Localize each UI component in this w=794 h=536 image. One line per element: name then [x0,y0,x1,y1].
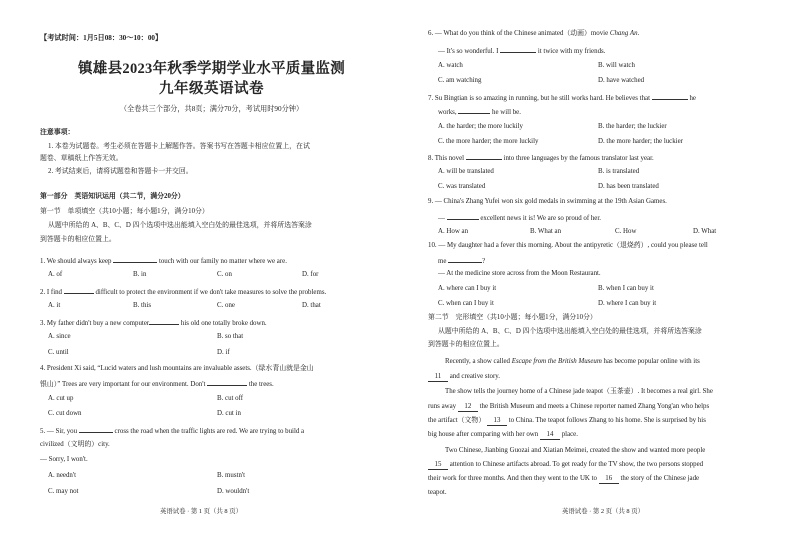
blank-11[interactable]: 11 [428,373,448,382]
q10-option-b[interactable]: B. when I can buy it [598,285,654,292]
q6-option-d[interactable]: D. have watched [598,77,645,84]
q7-option-b[interactable]: B. the harder; the luckier [598,123,667,130]
q9-option-c[interactable]: C. How [615,228,637,235]
q5-option-c[interactable]: C. may not [48,488,79,495]
page-footer-1: 英语试卷 · 第 1 页（共 8 页） [160,508,243,515]
exam-page-2 [397,0,794,536]
q2-option-b[interactable]: B. this [133,302,151,309]
q7-option-d[interactable]: D. the more harder; the luckier [598,138,683,145]
q8-option-d[interactable]: D. has been translated [598,183,659,190]
section2-instruction-b: 到答题卡的相应位置上。 [428,341,504,348]
passage-p1-line1: Recently, a show called Escape from the British Museum has become popular online with its [445,358,700,365]
question-2: 2. I find difficult to protect the environment if we don't take measures to solve the problems. [40,289,327,296]
question-10-reply: — At the medicine store across from the Moon Restaurant. [438,270,601,277]
q1-option-c[interactable]: C. on [217,271,232,278]
question-3: 3. My father didn't buy a new computer his old one totally broke down. [40,320,267,327]
q9-option-d[interactable]: D. What [693,228,717,235]
q5-option-a[interactable]: A. needn't [48,472,77,479]
notes-heading: 注意事项： [40,129,75,136]
q3-option-c[interactable]: C. until [48,349,69,356]
q2-option-d[interactable]: D. that [302,302,321,309]
question-10-line2: me ? [438,258,486,265]
question-1: 1. We should always keep touch with our family no matter where we are. [40,258,287,265]
part1-heading: 第一部分 英语知识运用（共二节，满分20分） [40,193,185,200]
page-footer-2: 英语试卷 · 第 2 页（共 8 页） [562,508,645,515]
question-4-line2: 银山）” Trees are very important for our environment. Don't the trees. [40,381,274,388]
section2-heading: 第二节 完形填空（共10小题；每小题1分，满分10分） [428,314,597,321]
blank-15[interactable]: 15 [428,461,448,470]
q8-option-a[interactable]: A. will be translated [438,168,494,175]
q4-option-d[interactable]: D. cut in [217,410,241,417]
passage-p2-line3: the artifact（文物） 13 to China. The teapot follows Zhang to his home. She is surprised by his [428,417,706,424]
passage-p3-line2: 15 attention to Chinese artifacts abroad. To get ready for the TV show, the two persons stopped [428,461,703,470]
q10-option-d[interactable]: D. where I can buy it [598,300,657,307]
q8-option-b[interactable]: B. is translated [598,168,640,175]
question-4-line1: 4. President Xi said, “Lucid waters and lush mountains are invaluable assets.（绿水青山就是金山 [40,365,314,372]
q10-option-c[interactable]: C. when can I buy it [438,300,494,307]
q3-option-d[interactable]: D. if [217,349,230,356]
blank-14[interactable]: 14 [540,431,560,440]
passage-p3-line4: teapot. [428,489,447,496]
blank-13[interactable]: 13 [487,417,507,426]
q1-option-a[interactable]: A. of [48,271,63,278]
exam-subtitle: （全卷共三个部分，共8页；满分70分，考试用时90分钟） [119,105,304,113]
question-5-line1: 5. — Sir, you cross the road when the traffic lights are red. We are trying to build a [40,428,305,435]
q5-option-b[interactable]: B. mustn't [217,472,246,479]
question-6-reply: — It's so wonderful. I it twice with my friends. [438,48,606,55]
section1-instruction-a: 从题中所给的 A、B、C、D 四个选项中选出能填入空白处的最佳选项，并将所选答案涂 [48,222,312,229]
q2-option-a[interactable]: A. it [48,302,61,309]
exam-time: 【考试时间：1月5日08：30～10：00】 [40,34,163,42]
q7-option-a[interactable]: A. the harder; the more luckily [438,123,523,130]
note-1a: 1. 本卷为试题卷。考生必须在答题卡上解题作答。答案书写在答题卡相应位置上，在试 [48,143,310,150]
question-5-line2: civilized（文明的）city. [40,441,110,448]
q5-option-d[interactable]: D. wouldn't [217,488,250,495]
q4-option-b[interactable]: B. cut off [217,395,244,402]
q3-option-a[interactable]: A. since [48,333,71,340]
section1-instruction-b: 到答题卡的相应位置上。 [40,236,116,243]
passage-p1-line2: 11 and creative story. [428,373,500,382]
q10-option-a[interactable]: A. where can I buy it [438,285,497,292]
q9-option-a[interactable]: A. How an [438,228,469,235]
question-5-line3: — Sorry, I won't. [40,456,88,463]
q6-option-c[interactable]: C. am watching [438,77,482,84]
note-2: 2. 考试结束后，请将试题卷和答题卡一并交回。 [48,168,193,175]
passage-p2-line2: runs away 12 the British Museum and meets a Chinese reporter named Zhang Yong'an who helps [428,403,710,410]
blank-16[interactable]: 16 [599,475,619,484]
exam-title-line2: 九年级英语试卷 [159,81,264,97]
passage-p3-line3: their work for three months. And then they went to the UK to 16 the story of the Chinese jade [428,475,700,482]
section1-heading: 第一节 单项填空（共10小题；每小题1分，满分10分） [40,208,209,215]
question-7-line2: works, he will be. [438,109,521,116]
q4-option-c[interactable]: C. cut down [48,410,82,417]
section2-instruction-a: 从题中所给的 A、B、C、D 四个选项中选出能填入空白处的最佳选项，并将所选答案涂 [438,328,702,335]
question-9: 9. — China's Zhang Yufei won six gold medals in swimming at the 19th Asian Games. [428,198,667,205]
exam-title-line1: 镇雄县2023年秋季学期学业水平质量监测 [78,61,345,77]
question-7-line1: 7. Su Bingtian is so amazing in running, but he still works hard. He believes that he [428,95,696,102]
q2-option-c[interactable]: C. one [217,302,235,309]
question-10-line1: 10. — My daughter had a fever this morning. About the antipyretic（退烧药）, could you please tell [428,242,708,249]
question-6: 6. — What do you think of the Chinese animated（动画）movie Chang An. [428,30,640,37]
q6-option-a[interactable]: A. watch [438,62,463,69]
question-9-reply: — excellent news it is! We are so proud of her. [438,215,601,222]
passage-p2-line4: big house after comparing with her own 14 place. [428,431,578,438]
blank-12[interactable]: 12 [458,403,478,412]
q9-option-b[interactable]: B. What an [530,228,562,235]
note-1b: 题卷、草稿纸上作答无效。 [40,155,123,162]
passage-p3-line1: Two Chinese, Jianbing Guozai and Xiatian Meimei, created the show and wanted more people [445,447,706,454]
q3-option-b[interactable]: B. so that [217,333,244,340]
question-8: 8. This novel into three languages by the famous translator last year. [428,155,654,162]
q7-option-c[interactable]: C. the more harder; the more luckily [438,138,539,145]
q8-option-c[interactable]: C. was translated [438,183,486,190]
q1-option-b[interactable]: B. in [133,271,147,278]
q6-option-b[interactable]: B. will watch [598,62,635,69]
q4-option-a[interactable]: A. cut up [48,395,74,402]
passage-p2-line1: The show tells the journey home of a Chinese jade teapot（玉茶壶）. It becomes a real girl. She [445,388,713,395]
q1-option-d[interactable]: D. for [302,271,319,278]
